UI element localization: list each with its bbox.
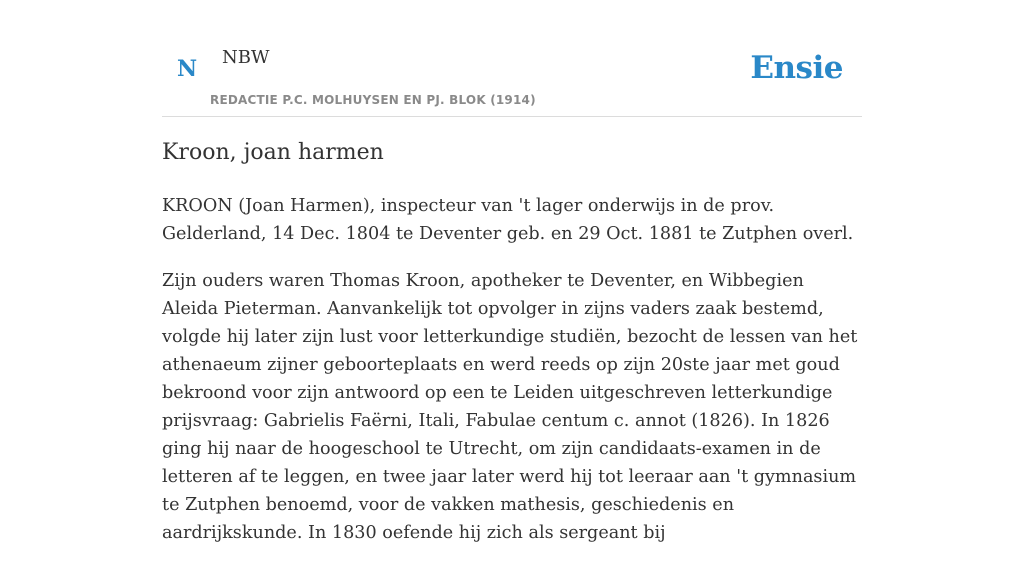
page-title: Kroon, joan harmen <box>162 140 384 165</box>
source-logo-icon[interactable]: N <box>177 56 198 82</box>
brand-logo[interactable]: Ensie <box>750 50 843 86</box>
article-body <box>162 192 862 566</box>
source-name[interactable]: NBW <box>222 47 270 68</box>
header <box>162 0 862 117</box>
article-paragraph-2: Zijn ouders waren Thomas Kroon, apotheker te Deventer, en Wibbegien Aleida Pieterman. Aanvankelijk tot opvolger in zijns vaders zaak bestemd, volgde hij later zijn lust voor letterkundige studiën, bezocht de lessen van het athenaeum zijner geboorteplaats en werd reeds op zijn 20ste jaar met goud bekroond voor zijn antwoord op een te Leiden uitgeschreven letterkundige prijsvraag: Gabrielis Faërni, Itali, Fabulae centum c. annot (1826). In 1826 ging hij naar de hoogeschool te Utrecht, om zijn candidaats-examen in de letteren af te leggen, en twee jaar later werd hij tot leeraar aan 't gymnasium te Zutphen benoemd, voor de vakken mathesis, geschiedenis en aardrijkskunde. In 1830 oefende hij zich als sergeant bij <box>162 271 858 543</box>
article-paragraph-1: KROON (Joan Harmen), inspecteur van 't lager onderwijs in de prov. Gelderland, 14 Dec. 1804 te Deventer geb. en 29 Oct. 1881 te Zutphen overl. <box>162 196 854 244</box>
source-subtitle: REDACTIE P.C. MOLHUYSEN EN PJ. BLOK (1914) <box>210 93 536 107</box>
